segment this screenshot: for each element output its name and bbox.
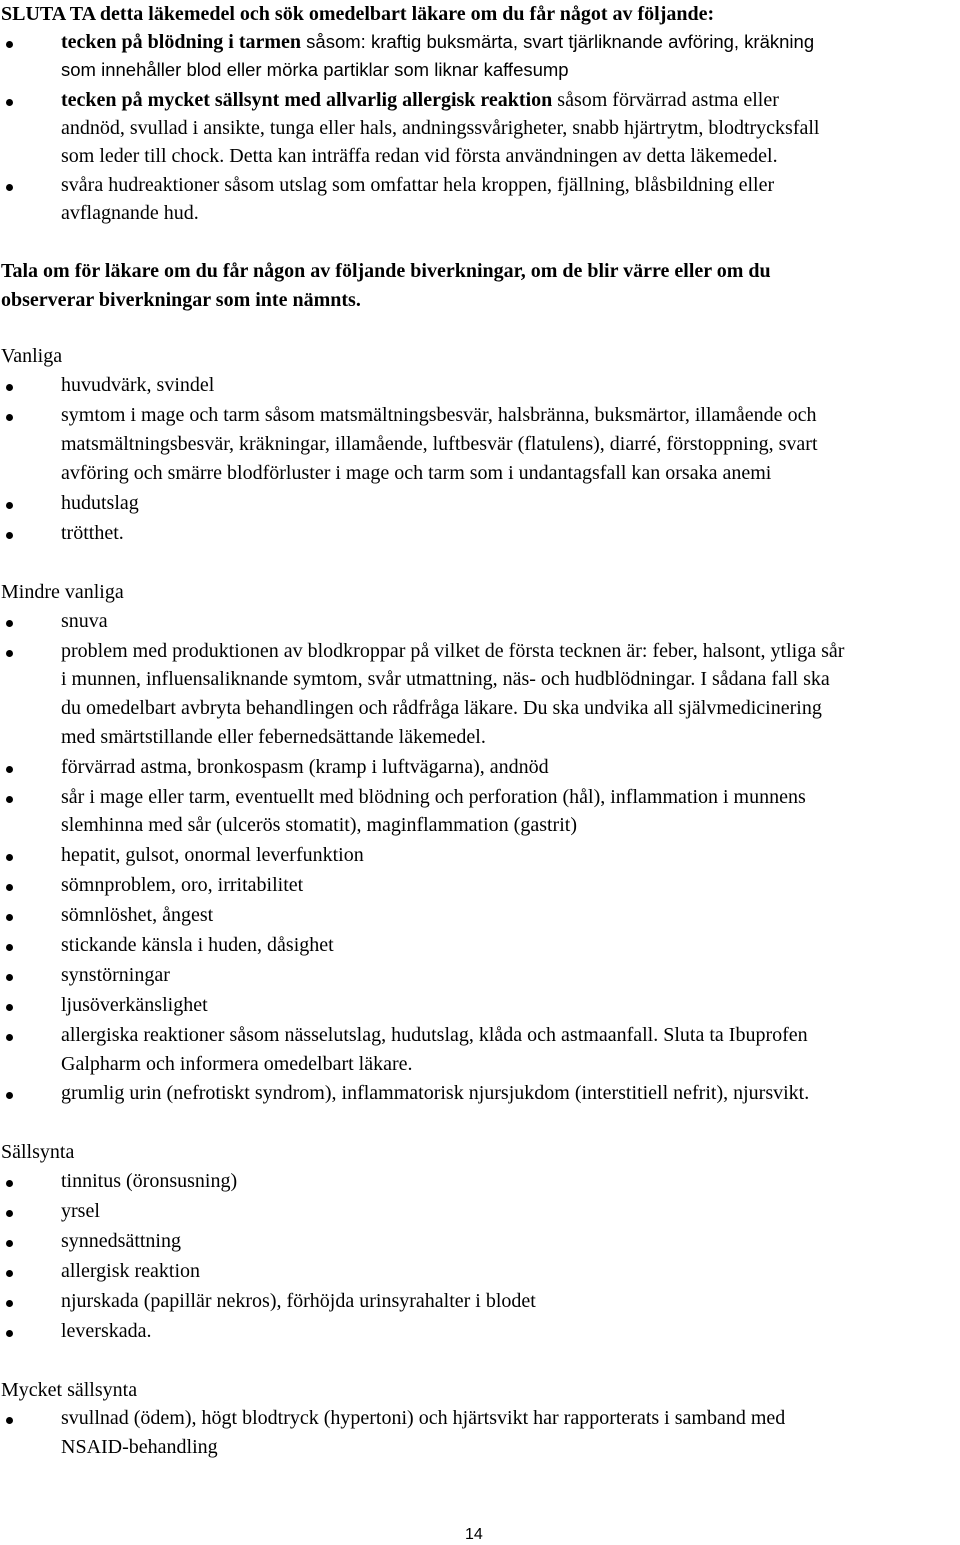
bullet — [6, 974, 13, 981]
uncommon-item-cont: du omedelbart avbryta behandlingen och rådfråga läkare. Du ska undvika all självmedicinering — [61, 697, 822, 719]
bullet — [6, 414, 13, 421]
very-rare-item-cont: NSAID-behandling — [61, 1436, 218, 1458]
bullet — [6, 1270, 13, 1277]
uncommon-item: sår i mage eller tarm, eventuellt med blödning och perforation (hål), inflammation i munnens — [61, 786, 806, 808]
stop-item-1-line2: som innehåller blod eller mörka partiklar som liknar kaffesump — [61, 59, 569, 80]
stop-item-1 — [61, 28, 814, 56]
uncommon-item: ljusöverkänslighet — [61, 994, 208, 1016]
bullet — [6, 1180, 13, 1187]
bullet — [6, 1034, 13, 1041]
bullet — [6, 944, 13, 951]
bullet — [6, 99, 13, 106]
bullet — [6, 1300, 13, 1307]
rare-item: njurskada (papillär nekros), förhöjda urinsyrahalter i blodet — [61, 1290, 536, 1312]
uncommon-item-cont: Galpharm och informera omedelbart läkare. — [61, 1053, 413, 1075]
uncommon-item-cont: i munnen, influensaliknande symtom, svår utmattning, näs- och hudblödningar. I sådana fall ska — [61, 668, 830, 690]
rare-item: allergisk reaktion — [61, 1260, 201, 1282]
uncommon-item: allergiska reaktioner såsom nässelutslag, hudutslag, klåda och astmaanfall. Sluta ta Ibuprofen — [61, 1024, 808, 1046]
bullet — [6, 1417, 13, 1424]
uncommon-item: stickande känsla i huden, dåsighet — [61, 934, 334, 956]
stop-item-2-rest: såsom förvärrad astma eller — [552, 89, 779, 111]
bullet — [6, 41, 13, 48]
bullet — [6, 1330, 13, 1337]
stop-item-3: svåra hudreaktioner såsom utslag som omfattar hela kroppen, fjällning, blåsbildning eller — [61, 174, 775, 196]
bullet — [6, 184, 13, 191]
tell-doctor-line1: Tala om för läkare om du får någon av följande biverkningar, om de blir värre eller om du — [1, 260, 771, 282]
stop-item-1-rest: såsom: kraftig buksmärta, svart tjärliknande avföring, kräkning — [301, 31, 815, 52]
bullet — [6, 1240, 13, 1247]
common-item: symtom i mage och tarm såsom matsmältningsbesvär, halsbränna, buksmärtor, illamående och — [61, 404, 817, 426]
uncommon-item: sömnlöshet, ångest — [61, 904, 214, 926]
stop-item-1-bold: tecken på blödning i tarmen — [61, 31, 302, 53]
tell-doctor-line2: observerar biverkningar som inte nämnts. — [1, 289, 361, 311]
rare-item: tinnitus (öronsusning) — [61, 1170, 238, 1192]
uncommon-item: sömnproblem, oro, irritabilitet — [61, 874, 304, 896]
common-item: huvudvärk, svindel — [61, 374, 215, 396]
page-number: 14 — [465, 1526, 483, 1543]
common-heading: Vanliga — [1, 345, 63, 367]
bullet — [6, 384, 13, 391]
stop-item-3-line2: avflagnande hud. — [61, 202, 199, 224]
very-rare-heading: Mycket sällsynta — [1, 1379, 138, 1401]
bullet — [6, 1004, 13, 1011]
rare-item: synnedsättning — [61, 1230, 181, 1252]
uncommon-item-cont: med smärtstillande eller febernedsättande läkemedel. — [61, 726, 486, 748]
common-item-cont: avföring och smärre blodförluster i mage och tarm som i undantagsfall kan orsaka anemi — [61, 462, 772, 484]
uncommon-heading: Mindre vanliga — [1, 581, 124, 603]
rare-item: yrsel — [61, 1200, 100, 1222]
stop-item-2-bold: tecken på mycket sällsynt med allvarlig allergisk reaktion — [61, 89, 553, 111]
uncommon-item: grumlig urin (nefrotiskt syndrom), inflammatorisk njursjukdom (interstitiell nefrit), njursvikt. — [61, 1082, 810, 1104]
bullet — [6, 796, 13, 803]
stop-heading: SLUTA TA detta läkemedel och sök omedelbart läkare om du får något av följande: — [1, 3, 715, 25]
bullet — [6, 1210, 13, 1217]
uncommon-item: hepatit, gulsot, onormal leverfunktion — [61, 844, 364, 866]
uncommon-item: problem med produktionen av blodkroppar på vilket de första tecknen är: feber, halsont, ytliga sår — [61, 640, 845, 662]
bullet — [6, 532, 13, 539]
rare-item: leverskada. — [61, 1320, 152, 1342]
uncommon-item-cont: slemhinna med sår (ulcerös stomatit), maginflammation (gastrit) — [61, 814, 577, 836]
bullet — [6, 620, 13, 627]
stop-item-2-line2: andnöd, svullad i ansikte, tunga eller hals, andningssvårigheter, snabb hjärtrytm, blodtrycksfall — [61, 117, 820, 139]
common-item-cont: matsmältningsbesvär, kräkningar, illamående, luftbesvär (flatulens), diarré, förstoppning, svart — [61, 433, 818, 455]
bullet — [6, 650, 13, 657]
rare-heading: Sällsynta — [1, 1141, 75, 1163]
common-item: hudutslag — [61, 492, 139, 514]
uncommon-item: synstörningar — [61, 964, 170, 986]
bullet — [6, 914, 13, 921]
bullet — [6, 502, 13, 509]
bullet — [6, 854, 13, 861]
common-item: trötthet. — [61, 522, 124, 544]
bullet — [6, 1092, 13, 1099]
stop-item-2-line3: som leder till chock. Detta kan inträffa redan vid första användningen av detta läkemedel. — [61, 145, 778, 167]
bullet — [6, 766, 13, 773]
very-rare-item: svullnad (ödem), högt blodtryck (hypertoni) och hjärtsvikt har rapporterats i samband med — [61, 1407, 786, 1429]
bullet — [6, 884, 13, 891]
uncommon-item: snuva — [61, 610, 108, 632]
uncommon-item: förvärrad astma, bronkospasm (kramp i luftvägarna), andnöd — [61, 756, 549, 778]
stop-item-2 — [61, 86, 779, 114]
